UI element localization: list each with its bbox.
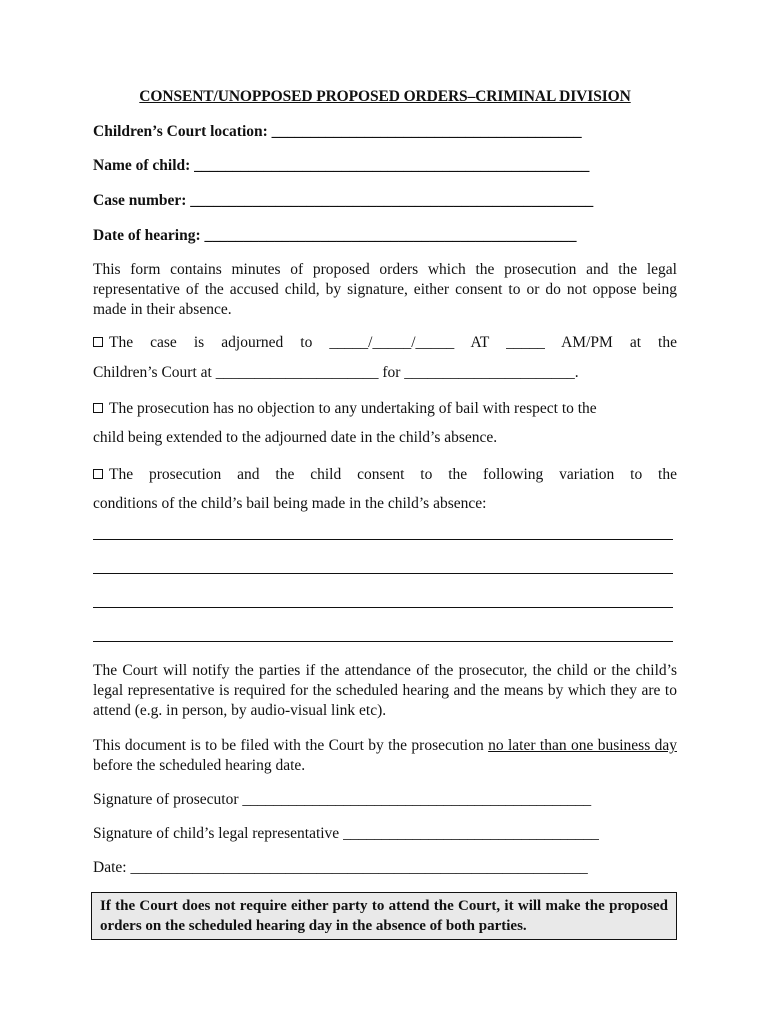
variation-option[interactable]	[93, 466, 677, 484]
variation-blank-line-2[interactable]	[93, 573, 673, 574]
court-location-field[interactable]: Children’s Court location: ________________________________________	[93, 123, 582, 140]
filing-text-before: This document is to be filed with the Court by the prosecution	[93, 737, 489, 754]
filing-text-after: before the scheduled hearing date.	[93, 757, 306, 774]
variation-blank-line-1[interactable]	[93, 539, 673, 540]
case-number-field[interactable]: Case number: ____________________________________________________	[93, 192, 594, 209]
prosecutor-signature-field[interactable]: Signature of prosecutor _____________________________________________	[93, 791, 592, 808]
document-title: CONSENT/UNOPPOSED PROPOSED ORDERS–CRIMINAL DIVISION	[139, 88, 631, 105]
notify-paragraph: The Court will notify the parties if the attendance of the prosecutor, the child or the child’s legal representative is required for the scheduled hearing and the means by which they are to attend (e.g. in person, by audio-visual link etc).	[93, 662, 677, 719]
bail-text-line1: The prosecution has no objection to any undertaking of bail with respect to the	[109, 400, 597, 417]
variation-blank-line-3[interactable]	[93, 607, 673, 608]
notice-box: If the Court does not require either party to attend the Court, it will make the proposed orders on the scheduled hearing day in the absence of both parties.	[91, 892, 677, 940]
child-name-field[interactable]: Name of child: ___________________________________________________	[93, 157, 590, 174]
bail-option[interactable]	[93, 400, 677, 418]
bail-checkbox[interactable]	[93, 403, 103, 413]
adjourn-text-line2[interactable]: Children’s Court at _____________________ for ______________________.	[93, 364, 579, 381]
filing-deadline: no later than one business day	[488, 737, 677, 754]
adjourn-checkbox[interactable]	[93, 337, 103, 347]
date-field[interactable]: Date: ___________________________________________________________	[93, 859, 588, 876]
hearing-date-field[interactable]: Date of hearing: ________________________________________________	[93, 227, 577, 244]
variation-blank-line-4[interactable]	[93, 641, 673, 642]
bail-text-line2: child being extended to the adjourned date in the child’s absence.	[93, 429, 498, 446]
variation-checkbox[interactable]	[93, 469, 103, 479]
variation-text-line1: The prosecution and the child consent to the following variation to the	[109, 466, 677, 483]
representative-signature-field[interactable]: Signature of child’s legal representative _________________________________	[93, 825, 599, 842]
variation-text-line2: conditions of the child’s bail being made in the child’s absence:	[93, 495, 487, 512]
adjourn-text-line1: The case is adjourned to _____/_____/_____ AT _____ AM/PM at the	[109, 334, 677, 351]
filing-paragraph	[93, 736, 677, 776]
adjourn-option[interactable]	[93, 334, 677, 352]
intro-paragraph: This form contains minutes of proposed orders which the prosecution and the legal representative of the accused child, by signature, either consent to or do not oppose being made in their absence.	[93, 261, 677, 318]
